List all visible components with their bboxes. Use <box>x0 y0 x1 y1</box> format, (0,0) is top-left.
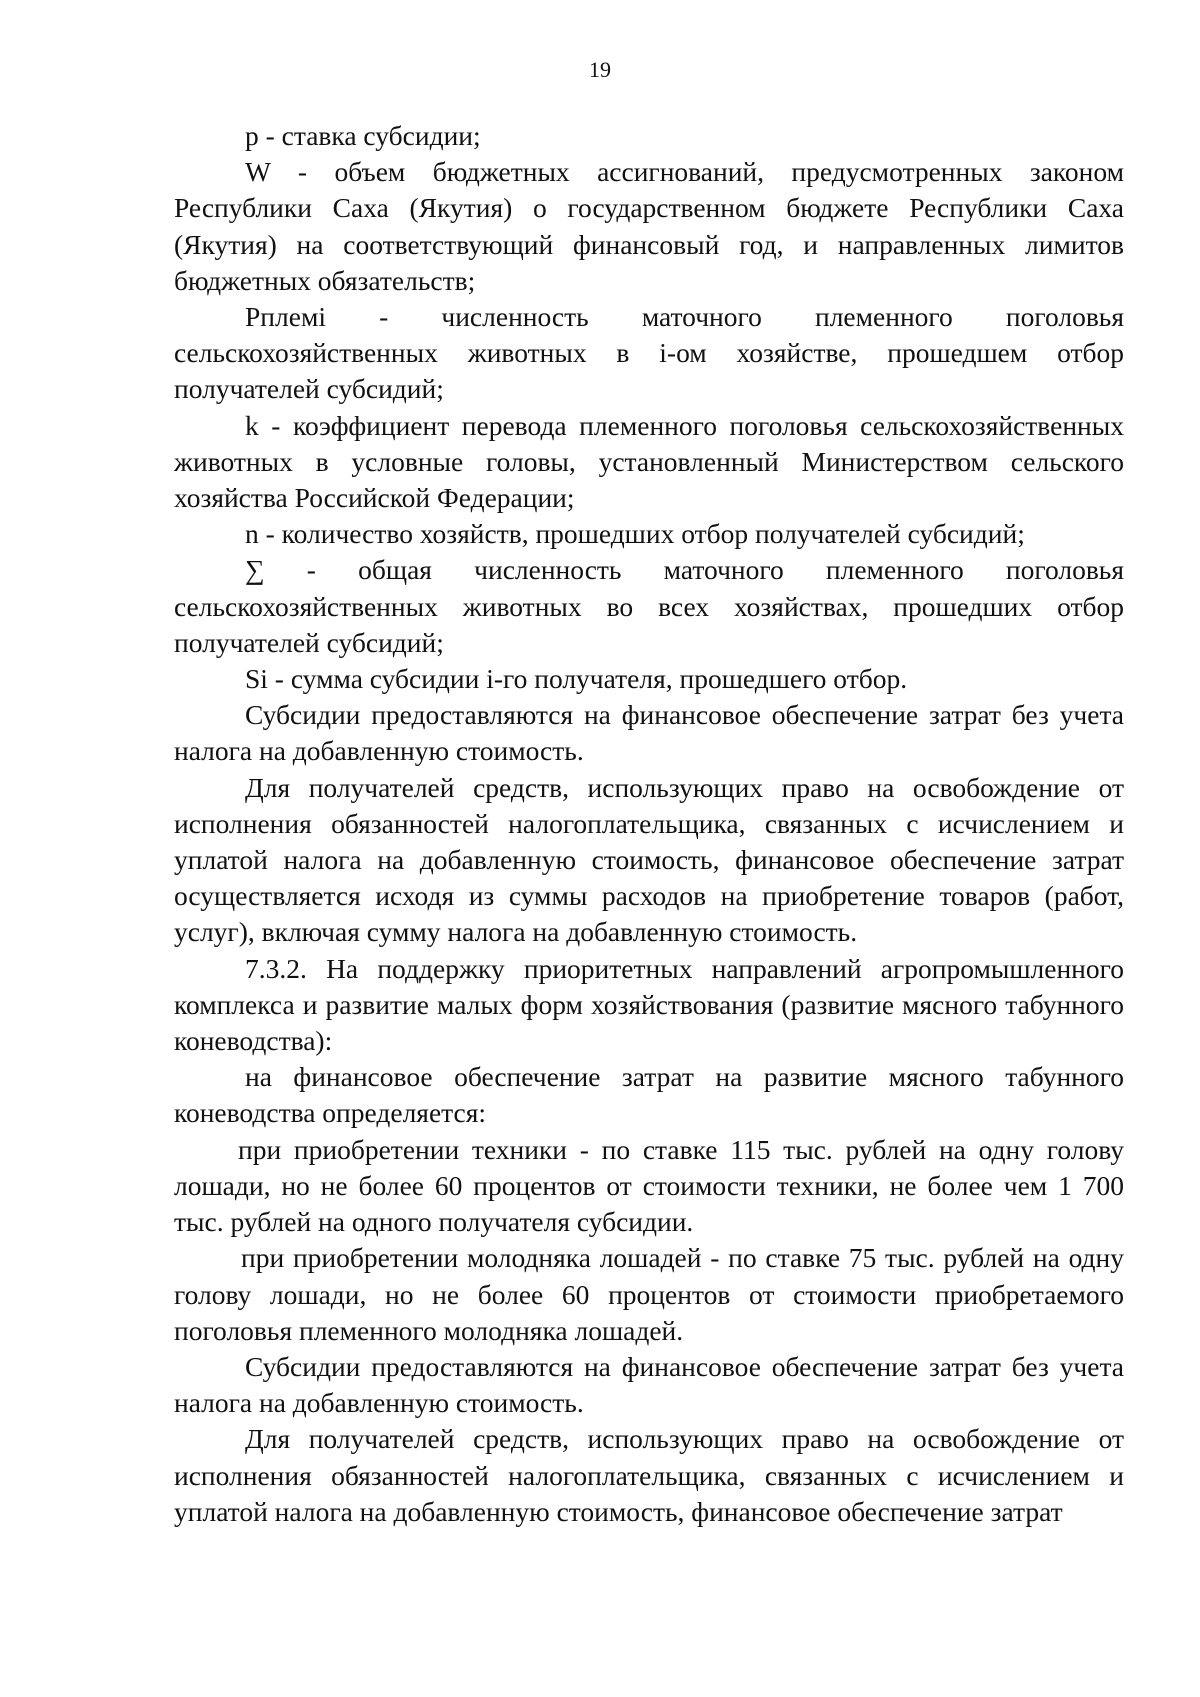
paragraph-equipment-rate: при приобретении техники - по ставке 115 тыс. рублей на одну голову лошади, но не более 60 процентов от стоимости техники, не более чем 1 700 тыс. рублей на одного получателя субсидии. <box>174 1133 1124 1238</box>
paragraph-young-horses-rate: при приобретении молодняка лошадей - по ставке 75 тыс. рублей на одну голову лошади, но не более 60 процентов от стоимости приобретаемого поголовья племенного молодняка лошадей. <box>174 1242 1124 1346</box>
paragraph-vat-exemption: Для получателей средств, использующих право на освобождение от исполнения обязанностей налогоплательщика, связанных с исчислением и уплатой налога на добавленную стоимость, финансовое обеспечение затрат осуществляется исходя из суммы расходов на приобретение товаров (работ, услуг), включая сумму налога на добавленную стоимость. <box>174 771 1124 948</box>
document-body <box>174 118 1124 1530</box>
paragraph-p-definition: р - ставка субсидии; <box>245 120 481 151</box>
paragraph-vat-note-2: Субсидии предоставляются на финансовое обеспечение затрат без учета налога на добавленную стоимость. <box>174 1350 1124 1419</box>
paragraph-section-7-3-2: 7.3.2. На поддержку приоритетных направлений агропромышленного комплекса и развитие малых форм хозяйствования (развитие мясного табунного коневодства): <box>174 952 1124 1057</box>
paragraph-horse-breeding: на финансовое обеспечение затрат на развитие мясного табунного коневодства определяется: <box>174 1061 1124 1129</box>
paragraph-n-definition: n - количество хозяйств, прошедших отбор получателей субсидий; <box>245 518 1025 550</box>
paragraph-rplemi-definition: Рплемi - численность маточного племенного поголовья сельскохозяйственных животных в i-ом хозяйстве, прошедшем отбор получателей субсидий; <box>174 301 1124 405</box>
paragraph-si-definition: Si - сумма субсидии i-го получателя, прошедшего отбор. <box>245 663 908 695</box>
page-number: 19 <box>589 57 611 82</box>
paragraph-vat-note: Субсидии предоставляются на финансовое обеспечение затрат без учета налога на добавленную стоимость. <box>174 699 1124 767</box>
paragraph-sum-definition: ∑ - общая численность маточного племенного поголовья сельскохозяйственных животных во всех хозяйствах, прошедших отбор получателей субсидий; <box>174 554 1124 658</box>
paragraph-k-definition: k - коэффициент перевода племенного поголовья сельскохозяйственных животных в условные головы, установленный Министерством сельского хозяйства Российской Федерации; <box>174 409 1124 514</box>
paragraph-vat-exemption-2: Для получателей средств, использующих право на освобождение от исполнения обязанностей налогоплательщика, связанных с исчислением и уплатой налога на добавленную стоимость, финансовое обеспечение затрат <box>174 1423 1124 1527</box>
paragraph-w-definition: W - объем бюджетных ассигнований, предусмотренных законом Республики Саха (Якутия) о государственном бюджете Республики Саха (Якутия) на соответствующий финансовый год, и направленных лимитов бюджетных обязательств; <box>174 156 1124 296</box>
